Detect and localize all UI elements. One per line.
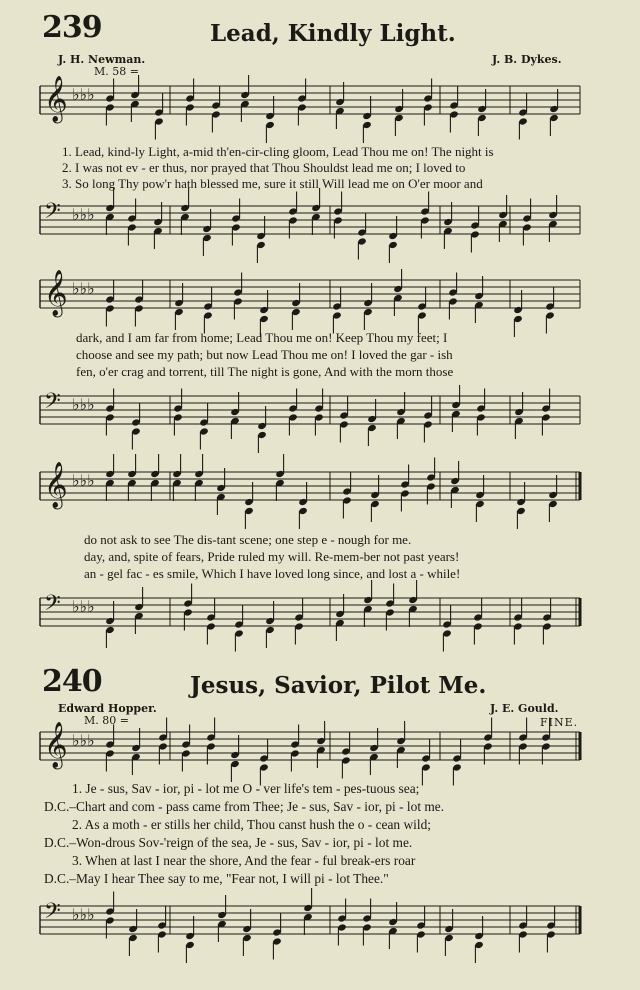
- hymn-title: Lead, Kindly Light.: [210, 20, 456, 47]
- lyric-line: choose and see my path; but now Lead Thou me on! I loved the gar - ish: [76, 347, 453, 362]
- bass-staff: [40, 588, 580, 658]
- svg-text:♭♭♭: ♭♭♭: [72, 597, 95, 616]
- svg-text:♭♭♭: ♭♭♭: [72, 905, 95, 924]
- bass-staff: [40, 196, 580, 266]
- svg-text:♭♭♭: ♭♭♭: [72, 395, 95, 414]
- hymn-composer: J. B. Dykes.: [492, 53, 562, 66]
- svg-text:♭♭♭: ♭♭♭: [72, 85, 95, 104]
- metronome-mark: M. 58 =: [94, 65, 139, 78]
- svg-text:♭♭♭: ♭♭♭: [72, 471, 95, 490]
- lyric-line: fen, o'er crag and torrent, till The night is gone, And with the morn those: [76, 364, 454, 379]
- hymn-number: 239: [42, 10, 102, 45]
- lyric-line: D.C.–May I hear Thee say to me, "Fear not, I will pi - lot Thee.": [44, 871, 389, 886]
- svg-text:♭♭♭: ♭♭♭: [72, 205, 95, 224]
- svg-text:𝄞: 𝄞: [44, 462, 68, 508]
- svg-text:𝄢: 𝄢: [44, 199, 61, 229]
- lyric-line: 3. When at last I near the shore, And the fear - ful break-ers roar: [72, 853, 416, 868]
- lyric-line: 2. I was not ev - er thus, nor prayed that Thou Shouldst lead me on; I loved to: [62, 160, 466, 175]
- lyric-line: D.C.–Chart and com - pass came from Thee; Je - sus, Sav - ior, pi - lot me.: [44, 799, 445, 814]
- lyric-line: do not ask to see The dis-tant scene; one step e - nough for me.: [84, 532, 412, 547]
- svg-text:♭♭♭: ♭♭♭: [72, 279, 95, 298]
- hymn-number: 240: [42, 664, 102, 699]
- treble-staff: [40, 76, 580, 146]
- metronome-mark: M. 80 =: [84, 714, 129, 727]
- treble-staff: [40, 462, 580, 532]
- lyric-line: day, and, spite of fears, Pride ruled my will. Re-mem-ber not past years!: [84, 549, 460, 564]
- lyric-line: 2. As a moth - er stills her child, Thou canst hush the o - cean wild;: [72, 817, 432, 832]
- svg-text:𝄢: 𝄢: [44, 591, 61, 621]
- svg-text:♭♭♭: ♭♭♭: [72, 731, 95, 750]
- bass-staff: [40, 386, 580, 456]
- svg-text:𝄞: 𝄞: [44, 270, 68, 316]
- lyric-line: 1. Je - sus, Sav - ior, pi - lot me O - ver life's tem - pes-tuous sea;: [72, 781, 420, 796]
- svg-text:𝄢: 𝄢: [44, 899, 61, 929]
- svg-text:𝄞: 𝄞: [44, 722, 68, 768]
- lyric-line: D.C.–Won-drous Sov-'reign of the sea, Je - sus, Sav - ior, pi - lot me.: [44, 835, 413, 850]
- lyric-line: dark, and I am far from home; Lead Thou me on! Keep Thou my feet; I: [76, 330, 448, 345]
- bass-staff: [40, 896, 580, 956]
- hymn-title: Jesus, Savior, Pilot Me.: [190, 672, 487, 699]
- hymn-composer: J. E. Gould.: [490, 702, 559, 715]
- svg-text:𝄞: 𝄞: [44, 76, 68, 122]
- hymn-author: Edward Hopper.: [58, 702, 157, 715]
- fine-marking: FINE.: [540, 716, 579, 729]
- treble-staff: [40, 722, 580, 782]
- lyric-line: 1. Lead, kind-ly Light, a-mid th'en-cir-cling gloom, Lead Thou me on! The night is: [62, 144, 494, 159]
- hymn-author: J. H. Newman.: [58, 53, 146, 66]
- lyric-line: an - gel fac - es smile, Which I have loved long since, and lost a - while!: [84, 566, 461, 581]
- svg-text:𝄢: 𝄢: [44, 389, 61, 419]
- lyric-line: 3. So long Thy pow'r hath blessed me, sure it still Will lead me on O'er moor and: [62, 176, 483, 191]
